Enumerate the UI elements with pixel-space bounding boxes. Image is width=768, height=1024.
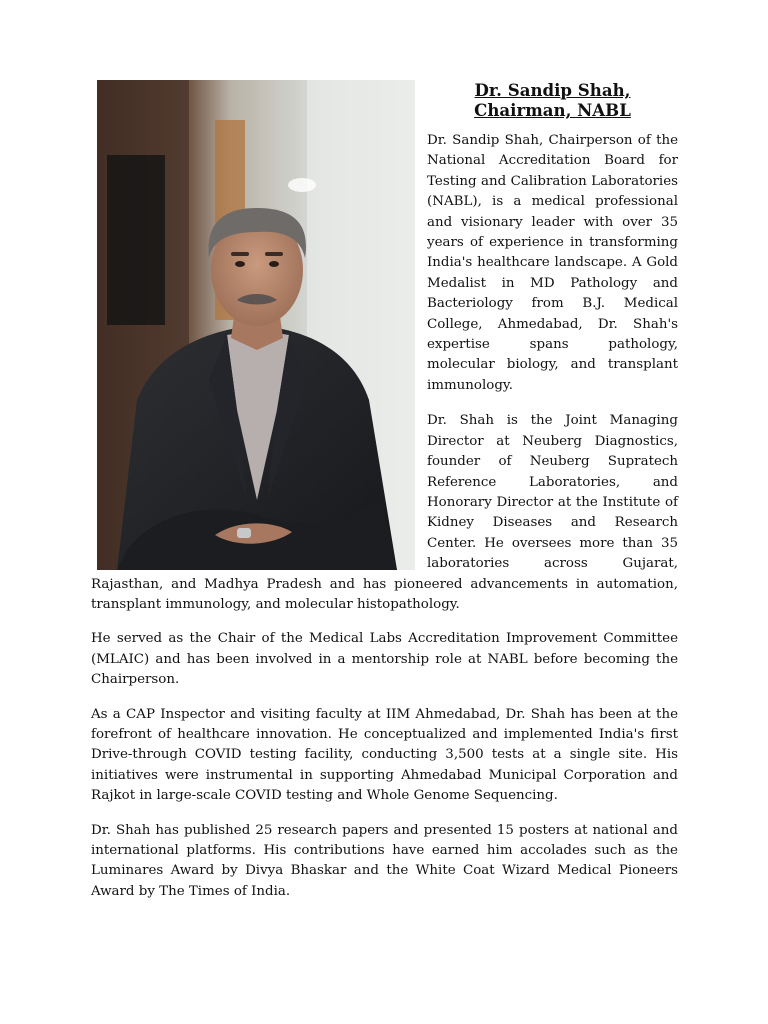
- portrait-photo: [97, 80, 415, 570]
- bio-paragraph-4: As a CAP Inspector and visiting faculty at IIM Ahmedabad, Dr. Shah has been at the forefront of healthcare innovation. He conceptualized and implemented India's first Drive-through COVID testing facility, conducting 3,500 tests at a single site. His initiatives were instrumental in supporting Ahmedabad Municipal Corporation and Rajkot in large-scale COVID testing and Whole Genome Sequencing.: [91, 706, 678, 804]
- title-line-name: Dr. Sandip Shah,: [474, 80, 631, 100]
- bio-paragraph-2: Dr. Shah is the Joint Managing Director at Neuberg Diagnostics, founder of Neuberg Supratech Reference Laboratories, and Honorary Director at the Institute of Kidney Diseases and Research Center. He oversees more than 35 laboratories across Gujarat, Rajasthan, and Madhya Pradesh and has pioneered advancements in automation, transplant immunology, and molecular histopathology.: [91, 413, 678, 612]
- bio-paragraph-3: He served as the Chair of the Medical Labs Accreditation Improvement Committee (MLAIC) and has been involved in a mentorship role at NABL before becoming the Chairperson.: [91, 631, 678, 688]
- title-line-role: Chairman, NABL: [474, 100, 631, 120]
- document-page: [91, 80, 678, 916]
- bio-paragraph-1: Dr. Sandip Shah, Chairperson of the National Accreditation Board for Testing and Calibration Laboratories (NABL), is a medical professional and visionary leader with over 35 years of experience in transforming India's healthcare landscape. A Gold Medalist in MD Pathology and Bacteriology from B.J. Medical College, Ahmedabad, Dr. Shah's expertise spans pathology, molecular biology, and transplant immunology.: [427, 133, 678, 393]
- bio-paragraph-5: Dr. Shah has published 25 research papers and presented 15 posters at national and international platforms. His contributions have earned him accolades such as the Luminares Award by Divya Bhaskar and the White Coat Wizard Medical Pioneers Award by The Times of India.: [91, 822, 678, 899]
